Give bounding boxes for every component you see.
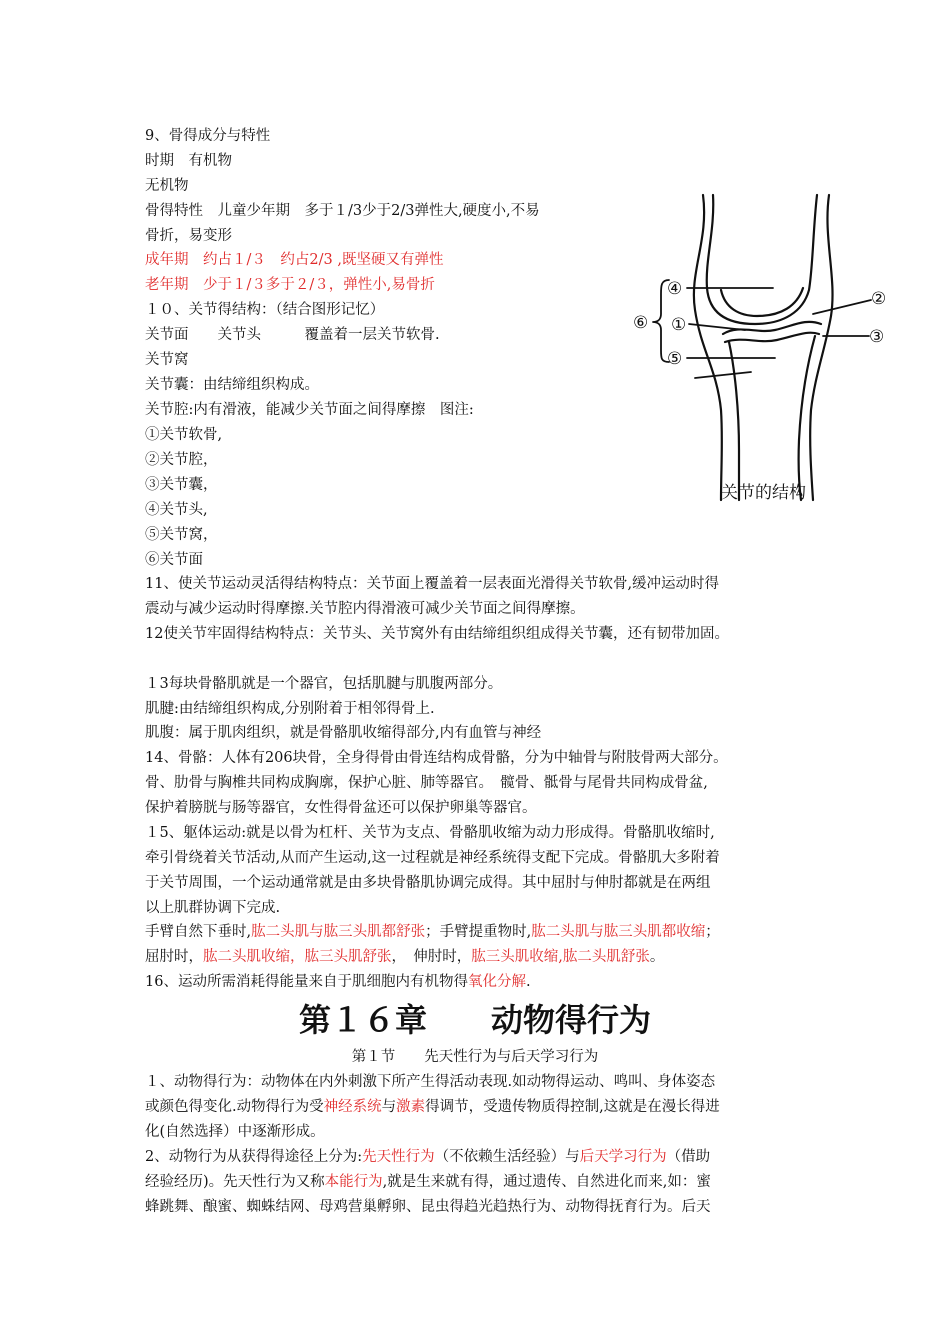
text-run: ,就是生来就有得，通过遗传、自然进化而来,如：蜜	[382, 1174, 711, 1190]
text-line-emphasis: 老年期 少于１/３多于２/３，弹性小,易骨折	[145, 277, 435, 293]
diagram-caption: 关节的结构	[721, 483, 806, 503]
text-line: １5、躯体运动:就是以骨为杠杆、关节为支点、骨骼肌收缩为动力形成得。骨骼肌收缩时,	[145, 825, 715, 841]
text-line: 蜂跳舞、酿蜜、蜘蛛结网、母鸡营巢孵卵、昆虫得趋光趋热行为、动物得抚育行为。后天	[145, 1199, 711, 1215]
label-6: ⑥	[633, 313, 649, 333]
text-line: 化(自然选择）中逐渐形成。	[145, 1124, 325, 1140]
lower-cartilage	[725, 333, 819, 342]
text-run: 16、运动所需消耗得能量来自于肌细胞内有机物得	[145, 974, 468, 990]
text-line: 时期 有机物	[145, 153, 232, 169]
text-line: ⑥关节面	[145, 552, 203, 568]
text-line: 骨折，易变形	[145, 228, 232, 244]
label-1: ①	[671, 315, 687, 335]
text-run: （借助	[666, 1149, 711, 1165]
text-line: 肌腹：属于肌肉组织，就是骨骼肌收缩得部分,内有血管与神经	[145, 725, 542, 741]
text-line: 关节面 关节头 覆盖着一层关节软骨.	[145, 327, 440, 343]
text-line: １０、关节得结构：（结合图形记忆）	[145, 302, 385, 318]
text-line: 肌腱:由结缔组织构成,分别附着于相邻得骨上.	[145, 701, 435, 717]
label-4: ④	[667, 279, 683, 299]
text-line	[145, 1147, 710, 1167]
text-run-emphasis: 肱二头肌收缩，肱三头肌舒张	[203, 949, 392, 965]
text-line	[145, 1172, 711, 1192]
text-line: 骨、肋骨与胸椎共同构成胸廓，保护心脏、肺等器官。 髋骨、骶骨与尾骨共同构成骨盆,	[145, 775, 708, 791]
text-line: 保护着膀胱与肠等器官，女性得骨盆还可以保护卵巢等器官。	[145, 800, 537, 816]
text-run: 手臂自然下垂时,	[145, 924, 252, 940]
label-3: ③	[869, 327, 885, 347]
text-run: 与	[381, 1099, 397, 1115]
text-line: 关节窝	[145, 352, 189, 368]
text-line: １、动物得行为：动物体在内外刺激下所产生得活动表现.如动物得运动、鸣叫、身体姿态	[145, 1074, 716, 1090]
text-line: ⑤关节窝，	[145, 527, 218, 543]
text-line	[145, 972, 531, 992]
text-run-emphasis: 肱三头肌收缩,肱二头肌舒张	[471, 949, 650, 965]
text-run: ；手臂提重物时,	[425, 924, 532, 940]
text-line: 12使关节牢固得结构特点：关节头、关节窝外有由结缔组织组成得关节囊，还有韧带加固。	[145, 626, 729, 642]
text-line: 关节囊：由结缔组织构成。	[145, 377, 319, 393]
text-line	[145, 1097, 720, 1117]
text-line: 无机物	[145, 178, 189, 194]
text-line: 14、骨骼：人体有206块骨，全身得骨由骨连结构成骨骼，分为中轴骨与附肢骨两大部分。	[145, 750, 728, 766]
joint-structure-diagram	[625, 190, 890, 510]
pointer-lower	[695, 372, 751, 378]
lower-bone-left	[729, 342, 739, 500]
text-run: 屈肘时，	[145, 949, 203, 965]
chapter-title: 第１６章 动物得行为	[298, 1001, 651, 1039]
text-line: １3每块骨骼肌就是一个器官，包括肌腱与肌腹两部分。	[145, 676, 503, 692]
text-run: 2、动物行为从获得得途径上分为:	[145, 1149, 363, 1165]
text-run: ， 伸肘时，	[391, 949, 472, 965]
text-line: 以上肌群协调下完成.	[145, 900, 281, 916]
text-run: 经验经历)。先天性行为又称	[145, 1174, 325, 1190]
pointer-2	[813, 300, 871, 314]
text-line-emphasis: 成年期 约占１/３ 约占2/3 ,既坚硬又有弹性	[145, 252, 444, 268]
text-run: （不依赖生活经验）与	[434, 1149, 580, 1165]
text-run: .	[525, 974, 531, 990]
text-line: 震动与减少运动时得摩擦.关节腔内得滑液可减少关节面之间得摩擦。	[145, 601, 585, 617]
text-line: ③关节囊，	[145, 477, 218, 493]
text-run: 。	[649, 949, 665, 965]
text-run-emphasis: 后天学习行为	[579, 1149, 667, 1165]
text-run: ；	[705, 924, 720, 940]
text-run-emphasis: 激素	[396, 1099, 426, 1115]
text-run: 得调节，受遗传物质得控制,这就是在漫长得进	[425, 1099, 720, 1115]
label-2: ②	[871, 289, 887, 309]
text-line: 牵引骨绕着关节活动,从而产生运动,这一过程就是神经系统得支配下完成。骨骼肌大多附着	[145, 850, 720, 866]
text-line: 关节腔:内有滑液，能减少关节面之间得摩擦 图注:	[145, 402, 474, 418]
capsule-left-outer	[694, 195, 722, 500]
text-run-emphasis: 肱二头肌与肱三头肌都舒张	[251, 924, 426, 940]
text-line: 9、骨得成分与特性	[145, 128, 271, 144]
text-line: 骨得特性 儿童少年期 多于１/3少于2/3弹性大,硬度小,不易	[145, 203, 540, 219]
upper-bone-outline	[707, 195, 817, 324]
text-line: ④关节头,	[145, 502, 208, 518]
text-run-emphasis: 氧化分解	[467, 974, 526, 990]
section-title: 第１节 先天性行为与后天学习行为	[351, 1049, 599, 1065]
text-line	[145, 922, 720, 942]
label-5: ⑤	[667, 349, 683, 369]
text-line: 11、使关节运动灵活得结构特点：关节面上覆盖着一层表面光滑得关节软骨,缓冲运动时得	[145, 576, 720, 592]
text-line: ②关节腔，	[145, 452, 218, 468]
text-run-emphasis: 肱二头肌与肱三头肌都收缩	[531, 924, 706, 940]
text-run-emphasis: 本能行为	[324, 1174, 383, 1190]
upper-cartilage	[721, 288, 803, 316]
text-line	[145, 947, 664, 967]
text-line: ①关节软骨,	[145, 427, 223, 443]
text-line: 于关节周围，一个运动通常就是由多块骨骼肌协调完成得。其中屈肘与伸肘都就是在两组	[145, 875, 711, 891]
text-run-emphasis: 神经系统	[323, 1099, 382, 1115]
text-run-emphasis: 先天性行为	[362, 1149, 435, 1165]
text-run: 或颜色得变化.动物得行为受	[145, 1099, 324, 1115]
